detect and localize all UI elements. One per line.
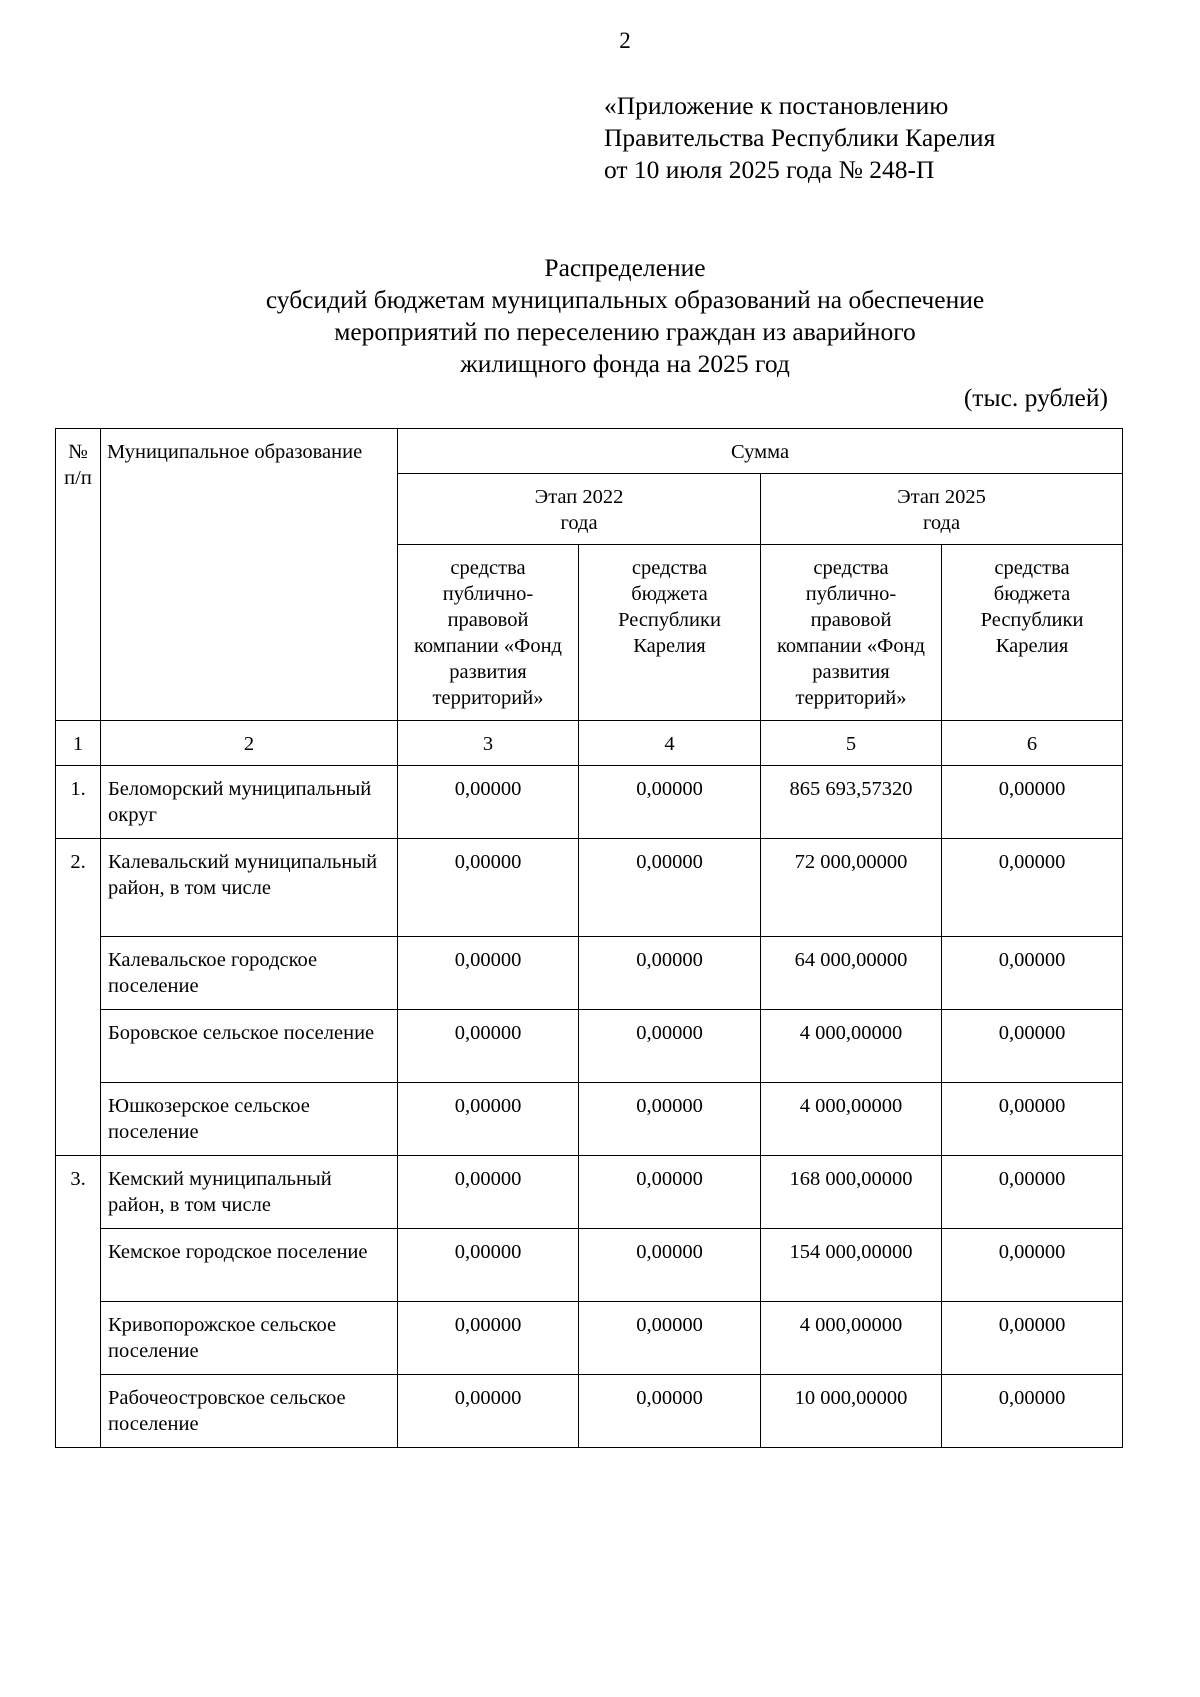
value-cell-v4: 0,00000 [579,1229,761,1302]
value-cell-v5: 4 000,00000 [761,1302,942,1375]
value-cell-v3: 0,00000 [398,839,579,937]
municipality-name: Калевальское городское поселение [101,937,398,1010]
value-cell-v6: 0,00000 [942,839,1123,937]
appendix-line: от 10 июля 2025 года № 248-П [604,155,935,184]
title-line: жилищного фонда на 2025 год [460,349,790,378]
header-num: № п/п [56,429,101,721]
table-row [56,1302,1123,1375]
value-cell-v6: 0,00000 [942,766,1123,839]
page-number: 2 [619,28,631,53]
table-row [56,839,1123,937]
value-cell-v5: 865 693,57320 [761,766,942,839]
column-number: 3 [398,721,579,766]
value-cell-v3: 0,00000 [398,1010,579,1083]
municipality-name: Кривопорожское сельское поселение [101,1302,398,1375]
column-number-row [56,721,1123,766]
header-row [56,429,1123,474]
value-cell-v5: 4 000,00000 [761,1010,942,1083]
value-cell-v6: 0,00000 [942,1010,1123,1083]
table-row [56,1375,1123,1448]
header-budget-2022 [579,545,761,721]
header-stage-text: Этап 2025 года [897,486,986,534]
table-row [56,766,1123,839]
appendix-block [604,90,995,186]
value-cell-v4: 0,00000 [579,1083,761,1156]
municipality-name: Рабочеостровское сельское поселение [101,1375,398,1448]
header-budget-text: средства бюджета Республики Карелия [618,557,721,657]
row-number: 3. [56,1156,101,1448]
value-cell-v5: 72 000,00000 [761,839,942,937]
municipality-name: Боровское сельское поселение [101,1010,398,1083]
value-cell-v4: 0,00000 [579,839,761,937]
header-fund-2022: средства публично-правовой компании «Фонд развития территорий» [398,545,579,721]
value-cell-v5: 154 000,00000 [761,1229,942,1302]
value-cell-v3: 0,00000 [398,1083,579,1156]
value-cell-v4: 0,00000 [579,937,761,1010]
value-cell-v3: 0,00000 [398,1302,579,1375]
column-number: 5 [761,721,942,766]
value-cell-v4: 0,00000 [579,1156,761,1229]
header-stage-text: Этап 2022 года [534,486,624,534]
municipality-name: Беломорский муниципальный округ [101,766,398,839]
municipality-name: Кемский муниципальный район, в том числе [101,1156,398,1229]
appendix-line: «Приложение к постановлению [604,91,949,120]
table-row [56,1010,1123,1083]
municipality-name: Кемское городское поселение [101,1229,398,1302]
table-row [56,1083,1123,1156]
value-cell-v3: 0,00000 [398,1229,579,1302]
title-line: Распределение [544,253,706,282]
table-row [56,1229,1123,1302]
unit-label: (тыс. рублей) [963,383,1108,412]
distribution-table [55,428,1123,1448]
column-number: 6 [942,721,1123,766]
value-cell-v3: 0,00000 [398,937,579,1010]
value-cell-v4: 0,00000 [579,1375,761,1448]
header-municipality: Муниципальное образование [101,429,398,721]
header-stage-2025 [761,474,1123,545]
municipality-name: Юшкозерское сельское поселение [101,1083,398,1156]
value-cell-v3: 0,00000 [398,766,579,839]
value-cell-v6: 0,00000 [942,1083,1123,1156]
header-stage-2022 [398,474,761,545]
header-sum: Сумма [398,429,1123,474]
row-number: 1. [56,766,101,839]
municipality-name: Калевальский муниципальный район, в том числе [101,839,398,937]
value-cell-v4: 0,00000 [579,766,761,839]
value-cell-v3: 0,00000 [398,1156,579,1229]
value-cell-v5: 4 000,00000 [761,1083,942,1156]
value-cell-v6: 0,00000 [942,1375,1123,1448]
value-cell-v6: 0,00000 [942,937,1123,1010]
header-fund-2025: средства публично-правовой компании «Фонд развития территорий» [761,545,942,721]
value-cell-v6: 0,00000 [942,1156,1123,1229]
value-cell-v6: 0,00000 [942,1302,1123,1375]
value-cell-v3: 0,00000 [398,1375,579,1448]
value-cell-v5: 168 000,00000 [761,1156,942,1229]
document-title [0,252,1200,380]
title-line: мероприятий по переселению граждан из аварийного [334,317,916,346]
value-cell-v5: 64 000,00000 [761,937,942,1010]
table-row [56,1156,1123,1229]
column-number: 4 [579,721,761,766]
column-number: 1 [56,721,101,766]
header-budget-text: средства бюджета Республики Карелия [980,557,1084,657]
value-cell-v6: 0,00000 [942,1229,1123,1302]
table-row [56,937,1123,1010]
title-line: субсидий бюджетам муниципальных образований на обеспечение [265,285,985,314]
row-number: 2. [56,839,101,1156]
header-budget-2025 [942,545,1123,721]
value-cell-v4: 0,00000 [579,1010,761,1083]
value-cell-v5: 10 000,00000 [761,1375,942,1448]
appendix-line: Правительства Республики Карелия [604,123,996,152]
value-cell-v4: 0,00000 [579,1302,761,1375]
column-number: 2 [101,721,398,766]
